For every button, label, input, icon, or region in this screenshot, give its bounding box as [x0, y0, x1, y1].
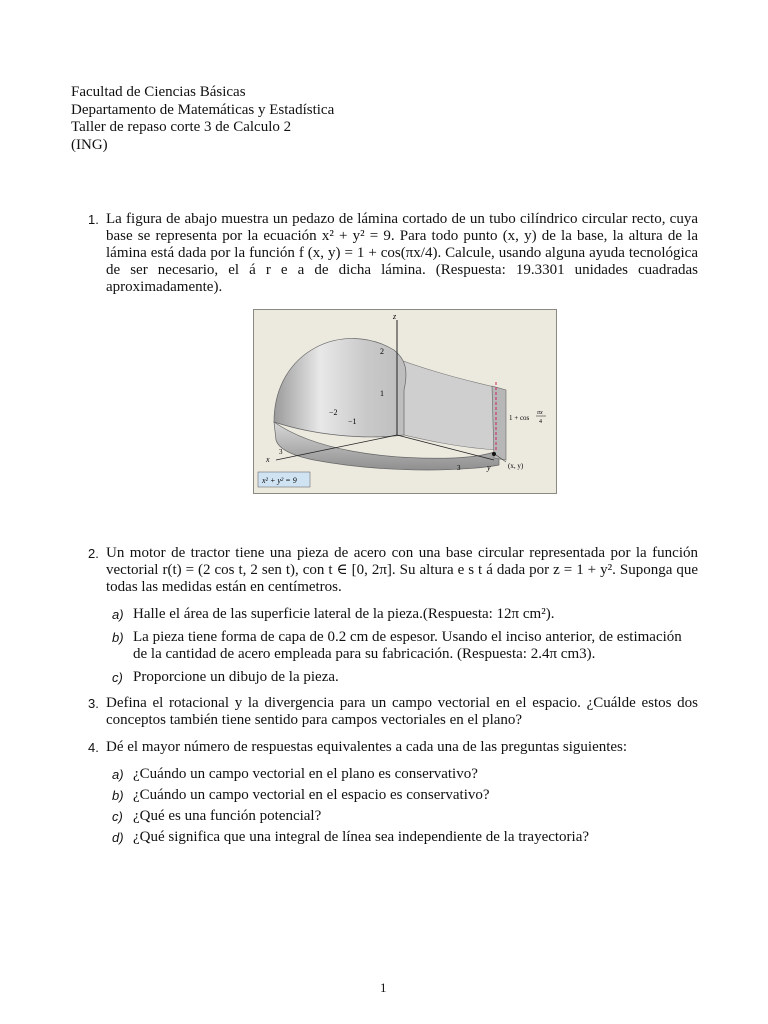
base-equation-label: x² + y² = 9 [262, 476, 297, 485]
part-text: ¿Qué es una función potencial? [133, 808, 322, 824]
question-4-part-b [106, 787, 698, 804]
question-4-part-c [106, 808, 698, 825]
question-number: 4. [88, 740, 99, 755]
question-number: 3. [88, 696, 99, 711]
question-text: Un motor de tractor tiene una pieza de acero con una base circular representada por la función vectorial r(t) = (2 cos t, 2 sen t), con t ∈ [0, 2π]. Su altura e s t á dada por z = 1 + y². Suponga que todas las medidas están en centímetros. [106, 545, 698, 595]
workshop-title: Taller de repaso corte 3 de Calculo 2 [71, 119, 292, 135]
lamina-right-edge [492, 386, 506, 460]
question-4-part-d [106, 829, 698, 846]
question-2-part-b [106, 629, 698, 663]
program-tag: (ING) [71, 136, 108, 153]
y-tick-3: 3 [457, 464, 461, 472]
height-fraction-numerator: πx [537, 410, 543, 416]
page-number: 1 [380, 980, 387, 995]
x-tick-3: 3 [279, 448, 283, 456]
y-axis-label: y [487, 463, 491, 472]
height-function-label: 1 + cos [509, 414, 530, 422]
part-label: d) [112, 830, 124, 845]
part-label: c) [112, 809, 123, 824]
question-4-part-a [106, 766, 698, 783]
x-tick-neg2: −2 [329, 408, 338, 417]
lamina-illustration [254, 310, 556, 493]
part-label: b) [112, 630, 124, 645]
part-text: Proporcione un dibujo de la pieza. [133, 669, 339, 685]
question-4 [88, 739, 698, 846]
question-2 [88, 545, 698, 686]
part-label: a) [112, 767, 124, 782]
part-text: ¿Qué significa que una integral de línea sea independiente de la trayectoria? [133, 829, 590, 845]
part-text: ¿Cuándo un campo vectorial en el espacio es conservativo? [133, 787, 490, 803]
z-axis-label: z [393, 312, 397, 321]
question-3 [88, 695, 698, 729]
question-text: Defina el rotacional y la divergencia para un campo vectorial en el espacio. ¿Cuálde estos dos conceptos también tiene sentido para campos vectoriales en el plano? [106, 695, 698, 728]
question-number: 2. [88, 546, 99, 561]
document-header [71, 84, 334, 154]
question-text: Dé el mayor número de respuestas equivalentes a cada una de las preguntas siguientes: [106, 739, 628, 755]
part-label: c) [112, 670, 123, 685]
part-label: b) [112, 788, 124, 803]
question-1 [88, 211, 698, 296]
part-text: Halle el área de las superficie lateral de la pieza.(Respuesta: 12π cm²). [133, 606, 555, 622]
height-fraction-denominator: 4 [539, 419, 542, 425]
part-text: La pieza tiene forma de capa de 0.2 cm de espesor. Usando el inciso anterior, de estimación de la cantidad de acero empleada para su fabricación. (Respuesta: 2.4π cm3). [133, 629, 682, 662]
lamina-dome-surface [274, 338, 406, 436]
question-2-part-c [106, 669, 698, 686]
question-number: 1. [88, 212, 99, 227]
x-tick-neg1: −1 [348, 417, 357, 426]
x-axis-label: x [266, 455, 270, 464]
part-label: a) [112, 607, 124, 622]
base-point-marker [492, 452, 496, 456]
point-label: (x, y) [508, 462, 524, 470]
cylinder-lamina-figure [253, 309, 557, 494]
question-2-part-a [106, 606, 698, 623]
part-text: ¿Cuándo un campo vectorial en el plano es conservativo? [133, 766, 478, 782]
faculty-name: Facultad de Ciencias Básicas [71, 84, 246, 100]
department-name: Departamento de Matemáticas y Estadística [71, 101, 335, 118]
z-tick-2: 2 [380, 347, 384, 356]
z-tick-1: 1 [380, 389, 384, 398]
question-text: La figura de abajo muestra un pedazo de lámina cortado de un tubo cilíndrico circular recto, cuya base se representa por la ecuación x² + y² = 9. Para todo punto (x, y) de la base, la altura de la lámina está dada por la función f (x, y) = 1 + cos(πx/4). Calcule, usando alguna ayuda tecnológica de ser necesario, el á r e a de dicha lámina. (Respuesta: 19.3301 unidades cuadradas aproximadamente). [106, 211, 698, 295]
